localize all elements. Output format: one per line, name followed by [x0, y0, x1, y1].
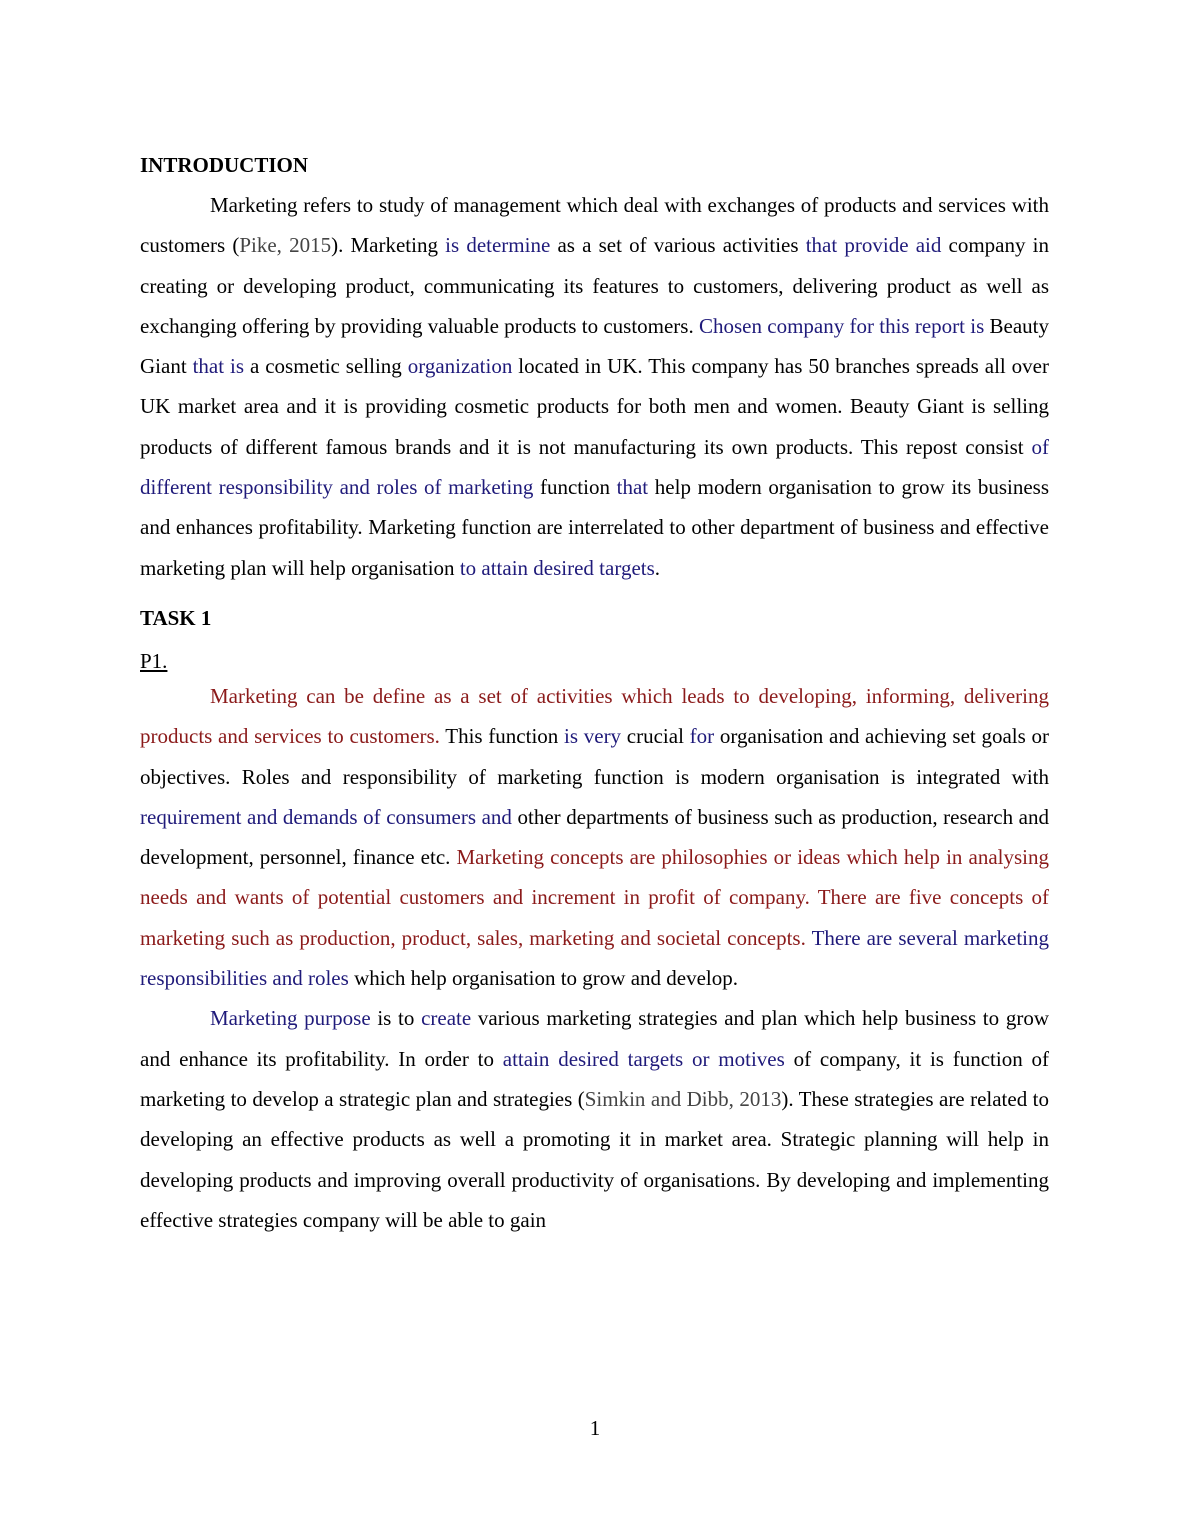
section-heading-task-1: TASK 1 [140, 605, 212, 630]
text-run: organisation and achieving set goals or objectives. Roles and responsibility of marketing function is modern organisation is integrated with [140, 724, 1049, 789]
text-run: which help organisation to grow and develop. [348, 966, 739, 991]
highlight-blue: organization [407, 354, 513, 379]
highlight-blue: that provide aid [805, 233, 942, 258]
highlight-blue: create [421, 1006, 472, 1031]
text-run: company in creating or developing product, communicating its features to customers, delivering product as well as exchanging offering by providing valuable products to customers. [140, 233, 1050, 338]
highlight-blue: Chosen company for this report is [699, 313, 985, 338]
highlight-blue: that [616, 475, 649, 500]
highlight-blue: of different responsibility and roles of marketing [140, 434, 1049, 500]
subheading-p1: P1. [140, 648, 168, 673]
text-run: of company, it is function of marketing to develop a strategic plan and strategies ( [140, 1046, 1050, 1111]
highlight-blue: is very [564, 724, 622, 749]
highlight-blue: There are several marketing responsibilities and roles [140, 925, 1049, 991]
highlight-blue: to attain desired targets [459, 555, 655, 580]
text-run: function [533, 475, 617, 500]
page-number: 1 [589, 1416, 601, 1440]
highlight-red: Marketing can be define as a set of activities which leads to developing, informing, delivering products and services to customers. [140, 683, 1049, 749]
section-heading-introduction: INTRODUCTION [140, 153, 309, 177]
citation: Simkin and Dibb, 2013 [584, 1086, 782, 1111]
intro-paragraph [140, 185, 1049, 588]
text-run: Beauty Giant [140, 313, 1050, 379]
text-run: . [654, 555, 661, 580]
highlight-blue: attain desired targets or motives [502, 1046, 785, 1071]
text-run: ). Marketing [331, 233, 446, 258]
text-run: other departments of business such as production, research and development, personnel, finance etc. [140, 804, 1049, 870]
highlight-red: Marketing concepts are philosophies or ideas which help in analysing needs and wants of potential customers and increment in profit of company. There are five concepts of marketing such as production, product, sales, marketing and societal concepts. [140, 845, 1050, 950]
text-run: various marketing strategies and plan which help business to grow and enhance its profitability. In order to [140, 1006, 1049, 1071]
text-run: located in UK. This company has 50 branches spreads all over UK market area and it is providing cosmetic products for both men and women. Beauty Giant is selling products of different famous brands and it is not manufacturing its own products. This repost consist [140, 354, 1049, 459]
text-run: is to [370, 1006, 422, 1031]
citation: Pike, 2015 [239, 233, 332, 258]
text-run: This function [439, 724, 565, 749]
highlight-blue: is determine [445, 233, 551, 258]
task1-paragraph-1 [140, 676, 1049, 998]
highlight-blue: that is [192, 354, 245, 379]
highlight-blue: for [689, 724, 715, 749]
text-run: Marketing refers to study of management which deal with exchanges of products and services with customers ( [140, 193, 1049, 258]
text-run: a cosmetic selling [244, 354, 408, 379]
text-run: as a set of various activities [550, 233, 806, 258]
highlight-blue: Marketing purpose [210, 1006, 371, 1031]
highlight-blue: requirement and demands of consumers and [140, 804, 512, 829]
task1-paragraph-2 [140, 998, 1049, 1240]
text-run: crucial [621, 724, 690, 749]
document-page [140, 148, 1049, 1240]
text-run: help modern organisation to grow its business and enhances profitability. Marketing function are interrelated to other department of business and effective marketing plan will help organisation [140, 475, 1050, 580]
text-run: ). These strategies are related to developing an effective products as well a promoting it in market area. Strategic planning will help in developing products and improving overall productivity of organisations. By developing and implementing effective strategies company will be able to gain [140, 1086, 1049, 1232]
